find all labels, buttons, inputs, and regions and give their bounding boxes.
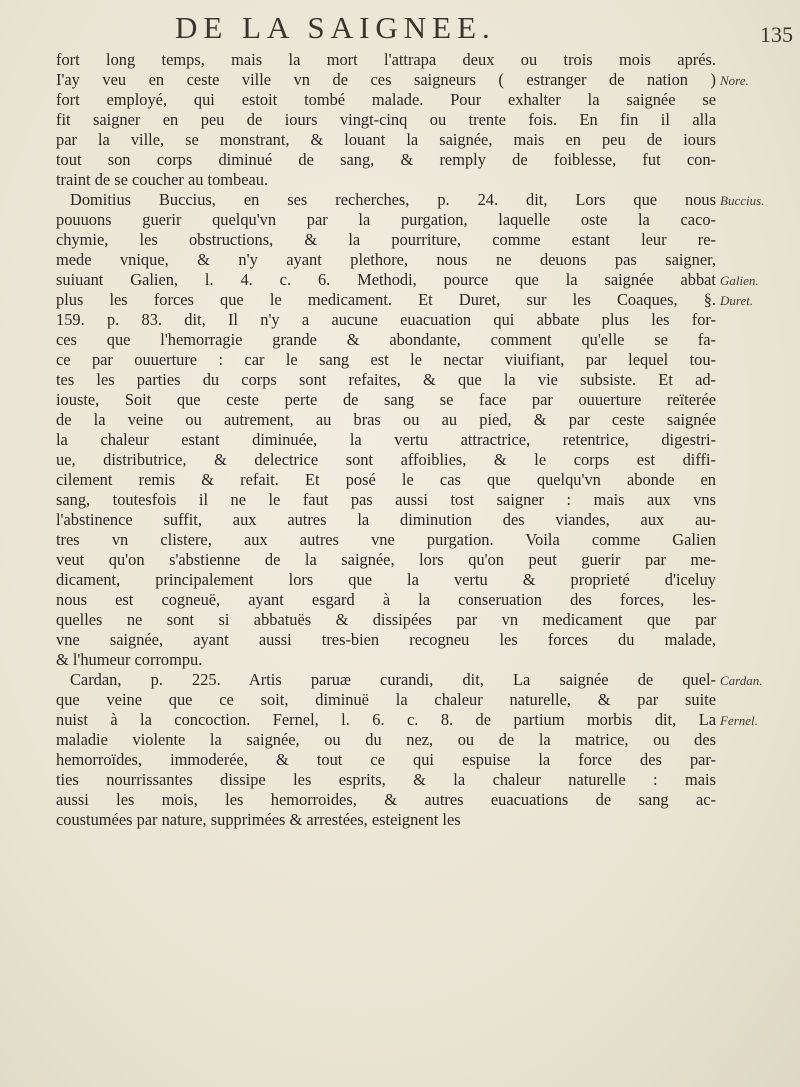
text-line: Domitius Buccius, en ses recherches, p. 24. dit, Lors que nous xyxy=(70,190,716,209)
text-line: traint de se coucher au tombeau. xyxy=(56,170,269,189)
running-head-title: DE LA SAIGNEE. xyxy=(175,10,496,45)
margin-note: Duret. xyxy=(720,293,754,308)
margin-note: Nore. xyxy=(720,73,749,88)
text-line: chymie, les obstructions, & la pourriture, comme estant leur re- xyxy=(56,230,716,249)
text-line: aussi les mois, les hemorroides, & autres euacuations de sang ac- xyxy=(56,790,716,809)
text-line: ties nourrissantes dissipe les esprits, & la chaleur naturelle : mais xyxy=(56,770,716,789)
margin-note: Buccius. xyxy=(720,193,765,208)
text-line: I'ay veu en ceste ville vn de ces saigneurs ( estranger de nation ) xyxy=(56,70,716,89)
text-line: cilement remis & refait. Et posé le cas que quelqu'vn abonde en xyxy=(56,470,716,489)
page-number: 135 xyxy=(760,22,793,47)
text-line: quelles ne sont si abbatuës & dissipées par vn medicament que par xyxy=(56,610,716,629)
text-line: iouste, Soit que ceste perte de sang se face par ouuerture reïterée xyxy=(56,390,716,409)
margin-note: Galien. xyxy=(720,273,759,288)
text-line: plus les forces que le medicament. Et Duret, sur les Coaques, §. xyxy=(56,290,716,309)
text-line: de la veine ou autrement, au bras ou au pied, & par ceste saignée xyxy=(56,410,716,429)
text-line: hemorroïdes, immoderée, & tout ce qui espuise la force des par- xyxy=(56,750,716,769)
text-line: maladie violente la saignée, ou du nez, ou de la matrice, ou des xyxy=(56,730,716,749)
text-line: nuist à la concoction. Fernel, l. 6. c. 8. de partium morbis dit, La xyxy=(56,710,716,729)
text-line: fit saigner en peu de iours vingt-cinq ou trente fois. En fin il alla xyxy=(56,110,716,129)
text-line: l'abstinence suffit, aux autres la diminution des viandes, aux au- xyxy=(56,510,716,529)
margin-note: Cardan. xyxy=(720,673,763,688)
text-line: Cardan, p. 225. Artis paruæ curandi, dit, La saignée de quel- xyxy=(70,670,716,689)
text-line: tout son corps diminué de sang, & remply de foiblesse, fut con- xyxy=(56,150,716,169)
text-line: fort employé, qui estoit tombé malade. Pour exhalter la saignée se xyxy=(56,90,716,109)
text-line: tes les parties du corps sont refaites, & que la vie subsiste. Et ad- xyxy=(56,370,716,389)
text-line: nous est cogneuë, ayant esgard à la conseruation des forces, les- xyxy=(56,590,716,609)
text-line: la chaleur estant diminuée, la vertu attractrice, retentrice, digestri- xyxy=(56,430,716,449)
text-line: que veine que ce soit, diminuë la chaleur naturelle, & par suite xyxy=(56,690,716,709)
body-text xyxy=(56,50,716,830)
text-line: suiuant Galien, l. 4. c. 6. Methodi, pource que la saignée abbat xyxy=(56,270,716,289)
text-line: ue, distributrice, & delectrice sont affoiblies, & le corps est diffi- xyxy=(56,450,716,469)
margin-note: Fernel. xyxy=(720,713,758,728)
text-line: & l'humeur corrompu. xyxy=(56,650,203,669)
text-line: ce par ouuerture : car le sang est le nectar viuifiant, par lequel tou- xyxy=(56,350,716,369)
text-line: dicament, principalement lors que la vertu & proprieté d'iceluy xyxy=(56,570,716,589)
text-line: sang, toutesfois il ne le faut pas aussi tost saigner : mais aux vns xyxy=(56,490,716,509)
text-line: ces que l'hemorragie grande & abondante, comment qu'elle se fa- xyxy=(56,330,716,349)
text-line: vne saignée, ayant aussi tres-bien recogneu les forces du malade, xyxy=(56,630,716,649)
text-line: par la ville, se monstrant, & louant la saignée, mais en peu de iours xyxy=(56,130,716,149)
text-line: fort long temps, mais la mort l'attrapa deux ou trois mois aprés. xyxy=(56,50,716,69)
text-line: 159. p. 83. dit, Il n'y a aucune euacuation qui abbate plus les for- xyxy=(56,310,716,329)
text-line: coustumées par nature, supprimées & arrestées, esteignent les xyxy=(56,810,461,829)
text-line: tres vn clistere, aux autres vne purgation. Voila comme Galien xyxy=(56,530,716,549)
text-line: mede vnique, & n'y ayant plethore, nous ne deuons pas saigner, xyxy=(56,250,716,269)
text-line: pouuons guerir quelqu'vn par la purgation, laquelle oste la caco- xyxy=(56,210,716,229)
text-line: veut qu'on s'abstienne de la saignée, lors qu'on peut guerir par me- xyxy=(56,550,716,569)
running-head xyxy=(0,10,800,52)
